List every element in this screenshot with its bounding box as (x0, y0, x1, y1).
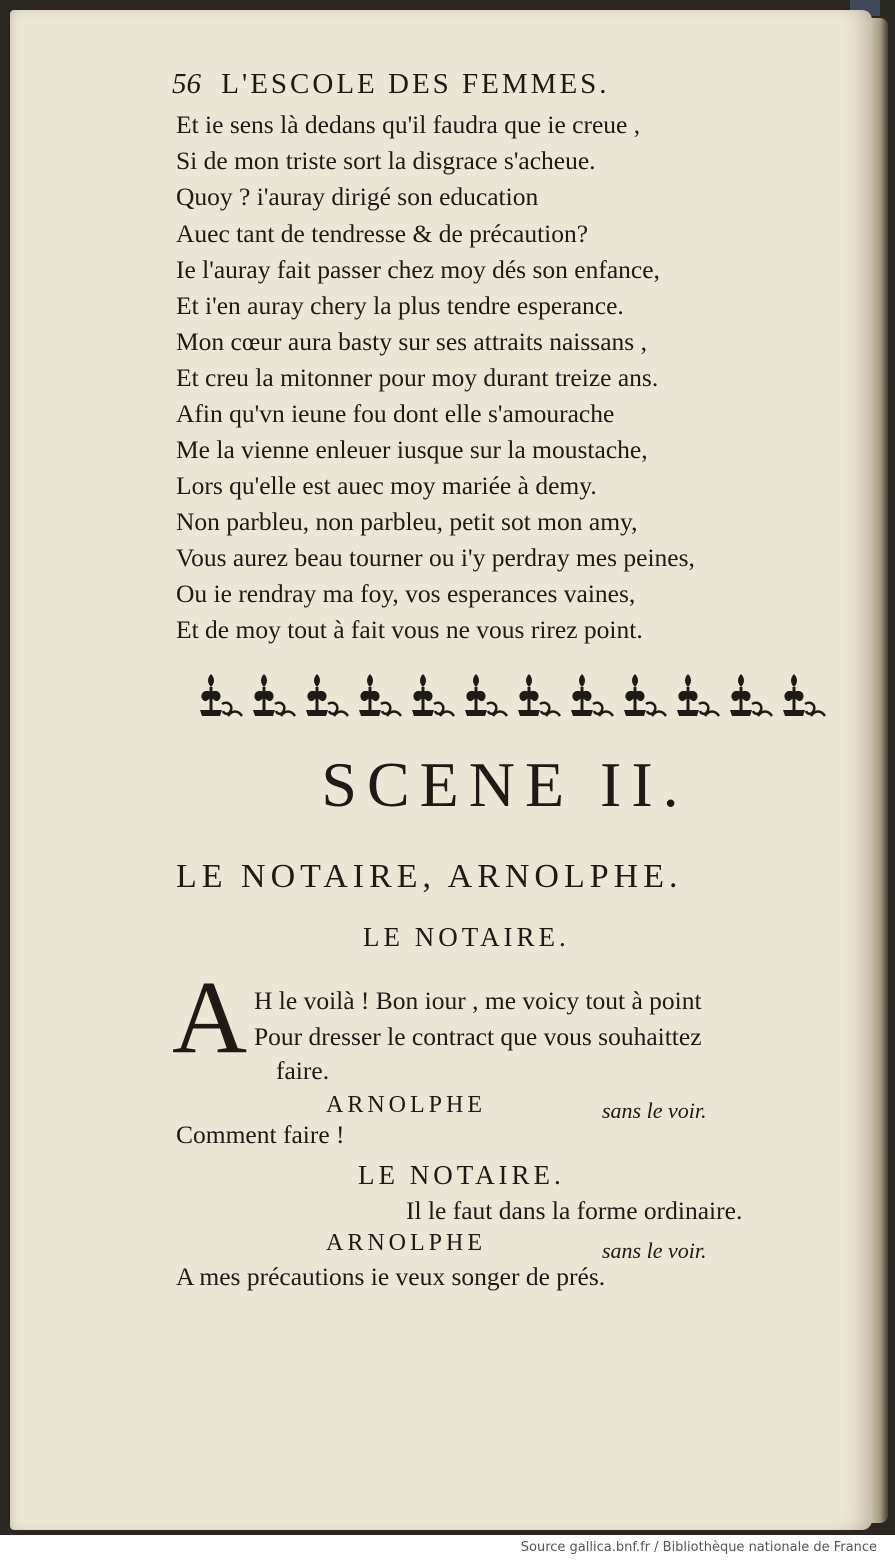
verse-line: Il le faut dans la forme ordinaire. (406, 1196, 743, 1225)
verse-line: Vous aurez beau tourner ou i'y perdray mes peines, (176, 543, 695, 572)
verse-line: Et i'en auray chery la plus tendre esperance. (176, 291, 624, 320)
page-number: 56 (172, 68, 201, 100)
scene-characters: LE NOTAIRE, ARNOLPHE. (176, 858, 683, 895)
verse-line: Et ie sens là dedans qu'il faudra que ie creue , (176, 110, 641, 139)
verse-line: Ie l'auray fait passer chez moy dés son enfance, (176, 255, 660, 284)
running-header (172, 68, 822, 101)
verse-line: Auec tant de tendresse & de précaution? (176, 219, 589, 248)
verse-line: Et de moy tout à fait vous ne vous rirez point. (176, 615, 643, 644)
verse-line: faire. (276, 1056, 330, 1085)
stage-direction: sans le voir. (602, 1098, 707, 1123)
verse-line: Pour dresser le contract que vous souhaittez (254, 1022, 702, 1051)
verse-line: A mes précautions ie veux songer de prés. (176, 1262, 606, 1291)
running-title: L'ESCOLE DES FEMMES. (221, 68, 610, 100)
verse-line: Comment faire ! (176, 1120, 345, 1149)
verse-line: Non parbleu, non parbleu, petit sot mon amy, (176, 507, 638, 536)
verse-line: Lors qu'elle est auec moy mariée à demy. (176, 471, 597, 500)
scene-title: SCENE II. (321, 749, 689, 820)
stage-direction: sans le voir. (602, 1238, 707, 1263)
verse-line: Mon cœur aura basty sur ses attraits naissans , (176, 327, 647, 356)
speaker-name: ARNOLPHE (326, 1230, 487, 1256)
verse-line: Ou ie rendray ma foy, vos esperances vaines, (176, 579, 636, 608)
verse-line: Si de mon triste sort la disgrace s'acheue. (176, 146, 596, 175)
verse-line: Et creu la mitonner pour moy durant treize ans. (176, 363, 659, 392)
speaker-name: LE NOTAIRE. (363, 922, 570, 952)
speaker-name: LE NOTAIRE. (358, 1160, 565, 1190)
verse-line: H le voilà ! Bon iour , me voicy tout à point (254, 986, 702, 1015)
verse-line: Quoy ? i'auray dirigé son education (176, 182, 539, 211)
fleuron-ornament-band (198, 662, 834, 720)
source-credit: Source gallica.bnf.fr / Bibliothèque nationale de France (520, 1540, 877, 1555)
speaker-name: ARNOLPHE (326, 1092, 487, 1118)
verse-line: Afin qu'vn ieune fou dont elle s'amourache (176, 399, 615, 428)
drop-cap: A (172, 960, 248, 1075)
verse-line: Me la vienne enleuer iusque sur la moustache, (176, 435, 648, 464)
